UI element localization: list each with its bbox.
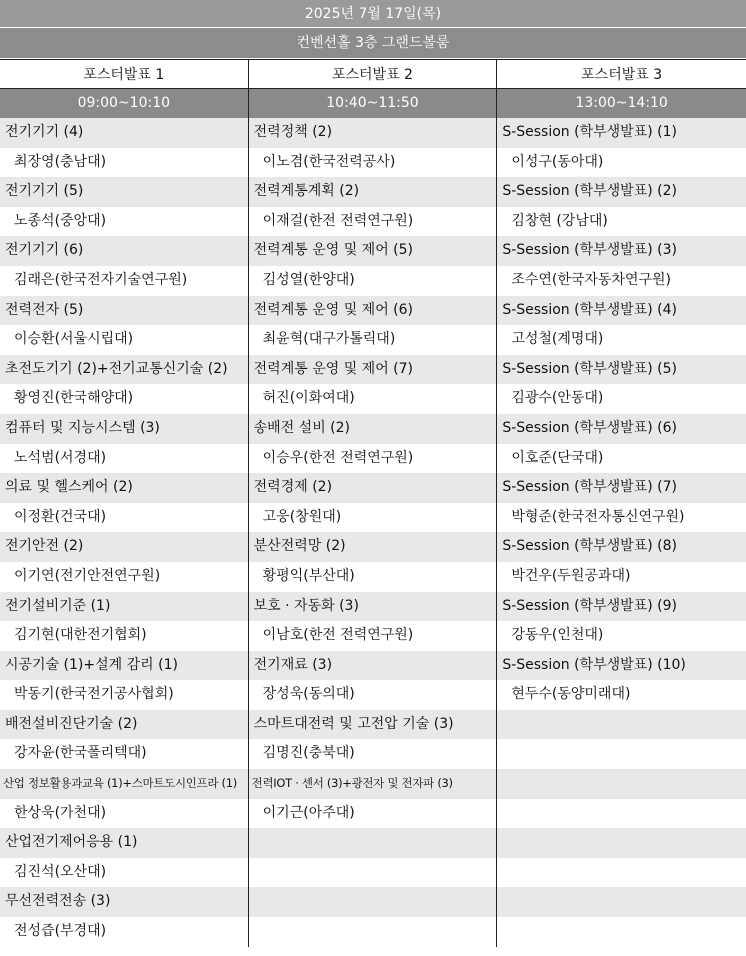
session-chair: 김창현 (강남대) [497, 207, 746, 237]
empty-session-row [497, 887, 746, 917]
session-chair: 노석범(서경대) [0, 444, 248, 474]
session-title: 전력정책 (2) [249, 118, 497, 148]
session-title: 전기기기 (4) [0, 118, 248, 148]
session-title: 산업 정보활용과교육 (1)+스마트도시인프라 (1) [0, 769, 248, 799]
session-title: S-Session (학부생발표) (9) [497, 592, 746, 622]
empty-chair-row [497, 917, 746, 947]
session-chair: 조수연(한국자동차연구원) [497, 266, 746, 296]
session-chair: 김성열(한양대) [249, 266, 497, 296]
session-chair: 이승우(한전 전력연구원) [249, 444, 497, 474]
session-chair: 이승환(서울시립대) [0, 325, 248, 355]
empty-session-row [497, 769, 746, 799]
session-chair: 김진석(오산대) [0, 858, 248, 888]
empty-session-row [497, 710, 746, 740]
session-title: S-Session (학부생발표) (6) [497, 414, 746, 444]
session-title: 산업전기제어응용 (1) [0, 828, 248, 858]
column-body [0, 118, 248, 947]
session-chair: 한상욱(가천대) [0, 799, 248, 829]
session-chair: 노종석(중앙대) [0, 207, 248, 237]
session-title: S-Session (학부생발표) (8) [497, 532, 746, 562]
date-banner: 2025년 7월 17일(목) [0, 0, 746, 28]
session-chair: 박건우(두원공과대) [497, 562, 746, 592]
session-title: 전력계통 운영 및 제어 (6) [249, 296, 497, 326]
session-chair: 강동우(인천대) [497, 621, 746, 651]
session-chair: 전성즙(부경대) [0, 917, 248, 947]
session-title: 분산전력망 (2) [249, 532, 497, 562]
session-title: S-Session (학부생발표) (7) [497, 473, 746, 503]
empty-chair-row [497, 739, 746, 769]
session-chair: 이호준(단국대) [497, 444, 746, 474]
poster-column-1 [0, 59, 249, 947]
session-chair: 황평익(부산대) [249, 562, 497, 592]
session-title: S-Session (학부생발표) (2) [497, 177, 746, 207]
session-title: 전기기기 (6) [0, 236, 248, 266]
empty-chair-row [249, 917, 497, 947]
column-body [249, 118, 497, 947]
session-title: 전기설비기준 (1) [0, 592, 248, 622]
session-chair: 강자윤(한국폴리텍대) [0, 739, 248, 769]
session-chair: 김광수(안동대) [497, 384, 746, 414]
column-time: 13:00~14:10 [497, 89, 746, 118]
session-title: S-Session (학부생발표) (1) [497, 118, 746, 148]
session-title: 전력계통계획 (2) [249, 177, 497, 207]
column-time: 10:40~11:50 [249, 89, 497, 118]
session-chair: 이노겸(한국전력공사) [249, 148, 497, 178]
session-title: 시공기술 (1)+설계 감리 (1) [0, 651, 248, 681]
session-title: 컴퓨터 및 지능시스템 (3) [0, 414, 248, 444]
column-title: 포스터발표 1 [0, 59, 248, 89]
poster-column-3 [497, 59, 746, 947]
empty-session-row [249, 887, 497, 917]
session-title: 스마트대전력 및 고전압 기술 (3) [249, 710, 497, 740]
session-title: 전력계통 운영 및 제어 (7) [249, 355, 497, 385]
empty-chair-row [497, 858, 746, 888]
session-chair: 김명진(충북대) [249, 739, 497, 769]
column-time: 09:00~10:10 [0, 89, 248, 118]
session-title: 의료 및 헬스케어 (2) [0, 473, 248, 503]
session-chair: 박동기(한국전기공사협회) [0, 680, 248, 710]
session-chair: 최장영(충남대) [0, 148, 248, 178]
session-title: 전력IOT · 센서 (3)+광전자 및 전자파 (3) [249, 769, 497, 799]
session-title: 송배전 설비 (2) [249, 414, 497, 444]
empty-chair-row [497, 799, 746, 829]
session-chair: 이성구(동아대) [497, 148, 746, 178]
session-chair: 이재걸(한전 전력연구원) [249, 207, 497, 237]
session-chair: 최윤혁(대구가톨릭대) [249, 325, 497, 355]
session-chair: 현두수(동양미래대) [497, 680, 746, 710]
session-title: 전기재료 (3) [249, 651, 497, 681]
session-title: 전력계통 운영 및 제어 (5) [249, 236, 497, 266]
session-title: 전력전자 (5) [0, 296, 248, 326]
session-chair: 이기근(아주대) [249, 799, 497, 829]
empty-chair-row [249, 858, 497, 888]
session-chair: 박형준(한국전자통신연구원) [497, 503, 746, 533]
session-chair: 이정환(건국대) [0, 503, 248, 533]
session-title: S-Session (학부생발표) (3) [497, 236, 746, 266]
session-chair: 김래은(한국전자기술연구원) [0, 266, 248, 296]
session-title: 무선전력전송 (3) [0, 887, 248, 917]
session-chair: 고웅(창원대) [249, 503, 497, 533]
session-chair: 이기연(전기안전연구원) [0, 562, 248, 592]
column-title: 포스터발표 2 [249, 59, 497, 89]
session-chair: 김기현(대한전기협회) [0, 621, 248, 651]
session-title: 보호 · 자동화 (3) [249, 592, 497, 622]
venue-banner: 컨벤션홀 3층 그랜드볼룸 [0, 28, 746, 59]
session-title: 초전도기기 (2)+전기교통신기술 (2) [0, 355, 248, 385]
session-chair: 허진(이화여대) [249, 384, 497, 414]
session-chair: 고성철(계명대) [497, 325, 746, 355]
session-title: S-Session (학부생발표) (5) [497, 355, 746, 385]
session-title: 전기안전 (2) [0, 532, 248, 562]
empty-session-row [249, 828, 497, 858]
empty-session-row [497, 828, 746, 858]
column-body [497, 118, 746, 947]
poster-column-2 [249, 59, 498, 947]
session-title: S-Session (학부생발표) (10) [497, 651, 746, 681]
column-title: 포스터발표 3 [497, 59, 746, 89]
session-title: 전력경제 (2) [249, 473, 497, 503]
poster-columns [0, 59, 746, 947]
session-chair: 황영진(한국해양대) [0, 384, 248, 414]
session-chair: 장성욱(동의대) [249, 680, 497, 710]
session-title: 전기기기 (5) [0, 177, 248, 207]
session-title: S-Session (학부생발표) (4) [497, 296, 746, 326]
session-chair: 이남호(한전 전력연구원) [249, 621, 497, 651]
session-title: 배전설비진단기술 (2) [0, 710, 248, 740]
